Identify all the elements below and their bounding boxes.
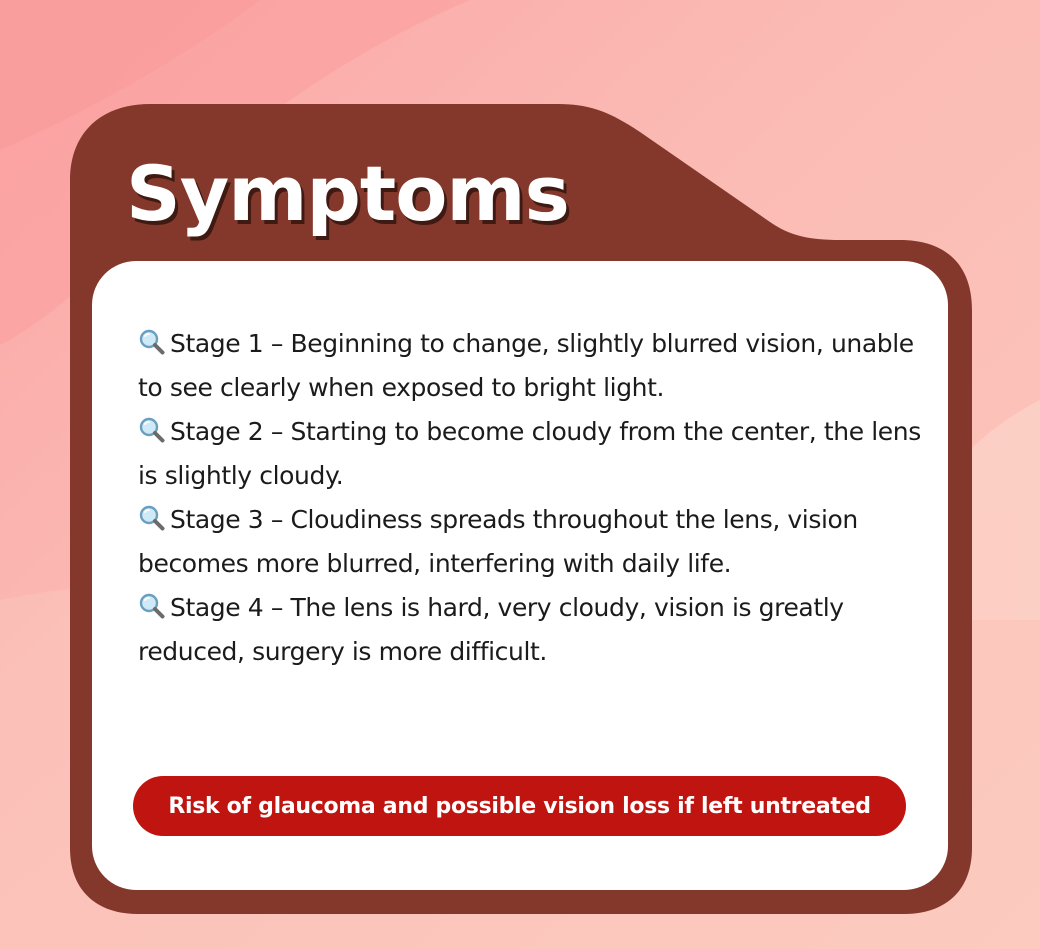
magnifying-glass-icon [138, 417, 166, 443]
stage-text: Stage 4 – The lens is hard, very cloudy, vision is greatly reduced, surgery is more difficult. [138, 593, 844, 666]
stage-item-2 [138, 410, 938, 498]
stage-text: Stage 3 – Cloudiness spreads throughout the lens, vision becomes more blurred, interfering with daily life. [138, 505, 858, 578]
magnifying-glass-icon [138, 329, 166, 355]
stage-item-4 [138, 586, 938, 674]
stage-item-1 [138, 322, 938, 410]
magnifying-glass-icon [138, 593, 166, 619]
magnifying-glass-icon [138, 505, 166, 531]
warning-text: Risk of glaucoma and possible vision loss if left untreated [168, 793, 871, 819]
warning-banner [133, 776, 906, 836]
page-title: Symptoms [126, 149, 569, 238]
stage-item-3 [138, 498, 938, 586]
stage-list [138, 322, 938, 674]
stage-text: Stage 1 – Beginning to change, slightly blurred vision, unable to see clearly when exposed to bright light. [138, 329, 914, 402]
stage-text: Stage 2 – Starting to become cloudy from the center, the lens is slightly cloudy. [138, 417, 921, 490]
